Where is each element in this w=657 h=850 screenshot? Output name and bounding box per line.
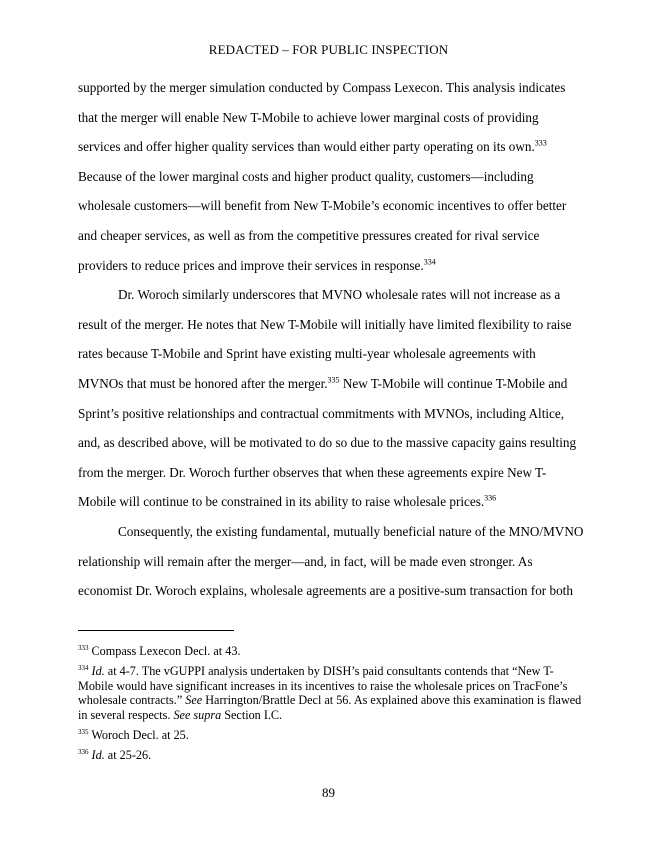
paragraph-3-text: Consequently, the existing fundamental, mutually beneficial nature of the MNO/MVNO relationship will remain after the merger—and, in fact, will be made even stronger. As economist Dr. Woroch explains, wholesale agreements are a positive-sum transaction for both: [78, 523, 584, 599]
paragraph-2: [78, 280, 584, 517]
footnote-333: [78, 644, 584, 658]
footnote-ref-335[interactable]: 335: [327, 375, 340, 385]
page-number: 89: [322, 785, 335, 800]
footnote-id-signal: Id.: [91, 664, 105, 679]
footnote-336: [78, 748, 584, 762]
footnote-text: at 25-26.: [104, 748, 152, 763]
footnote-id-signal: Id.: [91, 748, 105, 763]
footnote-number: 335: [78, 727, 89, 736]
paragraph-1-text-a: supported by the merger simulation conducted by Compass Lexecon. This analysis indicates that the merger will enable New T-Mobile to achieve lower marginal costs of providing services and offer higher quality services than would either party operating on its own.: [78, 80, 566, 155]
footnote-335: [78, 728, 584, 742]
paragraph-3: [78, 517, 584, 606]
paragraph-2-text-a: Dr. Woroch similarly underscores that MVNO wholesale rates will not increase as a result of the merger. He notes that New T-Mobile will initially have limited flexibility to raise rates because T-Mobile and Sprint have existing multi-year wholesale agreements with MVNOs that must be honored after the merger.: [78, 287, 572, 391]
footnotes: [78, 644, 584, 769]
footnote-separator: [78, 630, 234, 631]
footnote-ref-333[interactable]: 333: [534, 138, 547, 148]
footnote-number: 333: [78, 643, 89, 652]
footnote-text: Woroch Decl. at 25.: [88, 728, 189, 743]
footnote-334: [78, 664, 584, 722]
footnote-ref-334[interactable]: 334: [423, 257, 436, 267]
page-header: REDACTED – FOR PUBLIC INSPECTION: [208, 42, 449, 57]
paragraph-1: [78, 73, 584, 280]
footnote-text: Section I.C.: [221, 707, 283, 722]
footnote-ref-336[interactable]: 336: [484, 493, 497, 503]
footnote-text: at 4-7. The vGUPPI analysis undertaken by DISH’s paid consultants contends that “New T-Mobile would have significant increases in its incentives to raise the wholesale prices on TracFone’s wholesale contracts.”: [78, 664, 568, 708]
footnote-text: Compass Lexecon Decl. at 43.: [88, 644, 241, 658]
body-text: [78, 73, 584, 606]
paragraph-1-text-b: Because of the lower marginal costs and higher product quality, customers—including wholesale customers—will benefit from New T-Mobile’s economic incentives to offer better and cheaper services, as well as from the competitive pressures created for rival service providers to reduce prices and improve their services in response.: [78, 168, 567, 273]
footnote-number: 336: [78, 748, 89, 757]
footnote-text: Harrington/Brattle Decl at 56. As explained above this examination is flawed in several respects.: [78, 693, 582, 722]
footnote-number: 334: [78, 664, 89, 673]
footnote-see-signal: See: [185, 693, 203, 708]
footnote-see-supra-signal: See supra: [173, 707, 222, 722]
paragraph-2-text-b: New T-Mobile will continue T-Mobile and Sprint’s positive relationships and contractual commitments with MVNOs, including Altice, and, as described above, will be motivated to do so due to the massive capacity gains resulting from the merger. Dr. Woroch further observes that when these agreements expire New T-Mobile will continue to be constrained in its ability to raise wholesale prices.: [78, 375, 577, 510]
